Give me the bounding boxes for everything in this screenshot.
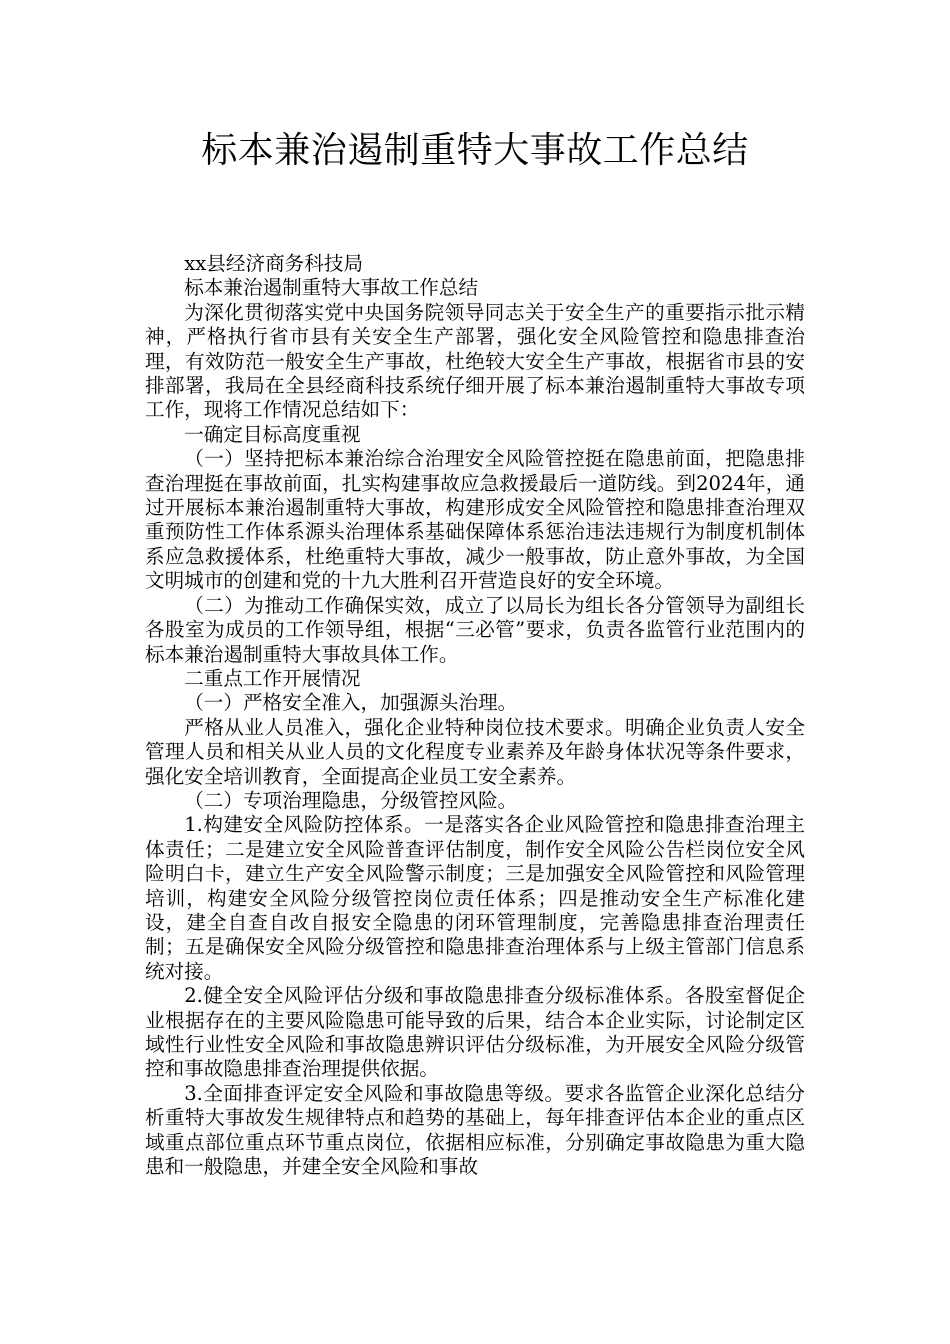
body-paragraph: 1.构建安全风险防控体系。一是落实各企业风险管控和隐患排查治理主体责任；二是建立安全风险普查评估制度，制作安全风险公告栏岗位安全风险明白卡，建立生产安全风险警示制度；三是加强安全风险管控和风险管理培训，构建安全风险分级管控岗位责任体系；四是推动安全生产标准化建设，建全自查自改自报安全隐患的闭环管理制度，完善隐患排查治理责任制；五是确保安全风险分级管控和隐患排查治理体系与上级主管部门信息系统对接。 — [145, 813, 805, 983]
body-paragraph: 为深化贯彻落实党中央国务院领导同志关于安全生产的重要指示批示精神，严格执行省市县有关安全生产部署，强化安全风险管控和隐患排查治理，有效防范一般安全生产事故，杜绝较大安全生产事故，根据省市县的安排部署，我局在全县经商科技系统仔细开展了标本兼治遏制重特大事故专项工作，现将工作情况总结如下： — [145, 300, 805, 422]
body-paragraph: （二）为推动工作确保实效，成立了以局长为组长各分管领导为副组长各股室为成员的工作领导组，根据“三必管”要求，负责各监管行业范围内的标本兼治遏制重特大事故具体工作。 — [145, 593, 805, 666]
body-paragraph: 2.健全安全风险评估分级和事故隐患排查分级标准体系。各股室督促企业根据存在的主要风险隐患可能导致的后果，结合本企业实际，讨论制定区域性行业性安全风险和事故隐患辨识评估分级标准，为开展安全风险分级管控和事故隐患排查治理提供依据。 — [145, 984, 805, 1081]
body-paragraph: （一）坚持把标本兼治综合治理安全风险管控挺在隐患前面，把隐患排查治理挺在事故前面，扎实构建事故应急救援最后一道防线。到2024年，通过开展标本兼治遏制重特大事故，构建形成安全风险管控和隐患排查治理双重预防性工作体系源头治理体系基础保障体系惩治违法违规行为制度机制体系应急救援体系，杜绝重特大事故，减少一般事故，防止意外事故，为全国文明城市的创建和党的十九大胜利召开营造良好的安全环境。 — [145, 447, 805, 593]
subsection-heading: （一）严格安全准入，加强源头治理。 — [184, 691, 518, 715]
body-paragraph: 严格从业人员准入，强化企业特种岗位技术要求。明确企业负责人安全管理人员和相关从业人员的文化程度专业素养及年龄身体状况等条件要求，强化安全培训教育，全面提高企业员工安全素养。 — [145, 715, 805, 788]
document-body — [145, 252, 805, 1179]
document-title: 标本兼治遏制重特大事故工作总结 — [201, 130, 749, 171]
issuer-line: xx县经济商务科技局 — [184, 252, 364, 275]
section-heading: 二重点工作开展情况 — [184, 666, 361, 690]
subtitle-line: 标本兼治遏制重特大事故工作总结 — [184, 276, 479, 300]
body-paragraph: 3.全面排查评定安全风险和事故隐患等级。要求各监管企业深化总结分析重特大事故发生规律特点和趋势的基础上，每年排查评估本企业的重点区域重点部位重点环节重点岗位，依据相应标准，分别确定事故隐患为重大隐患和一般隐患，并建全安全风险和事故 — [145, 1081, 805, 1179]
subsection-heading: （二）专项治理隐患，分级管控风险。 — [184, 788, 518, 812]
section-heading: 一确定目标高度重视 — [184, 422, 361, 446]
